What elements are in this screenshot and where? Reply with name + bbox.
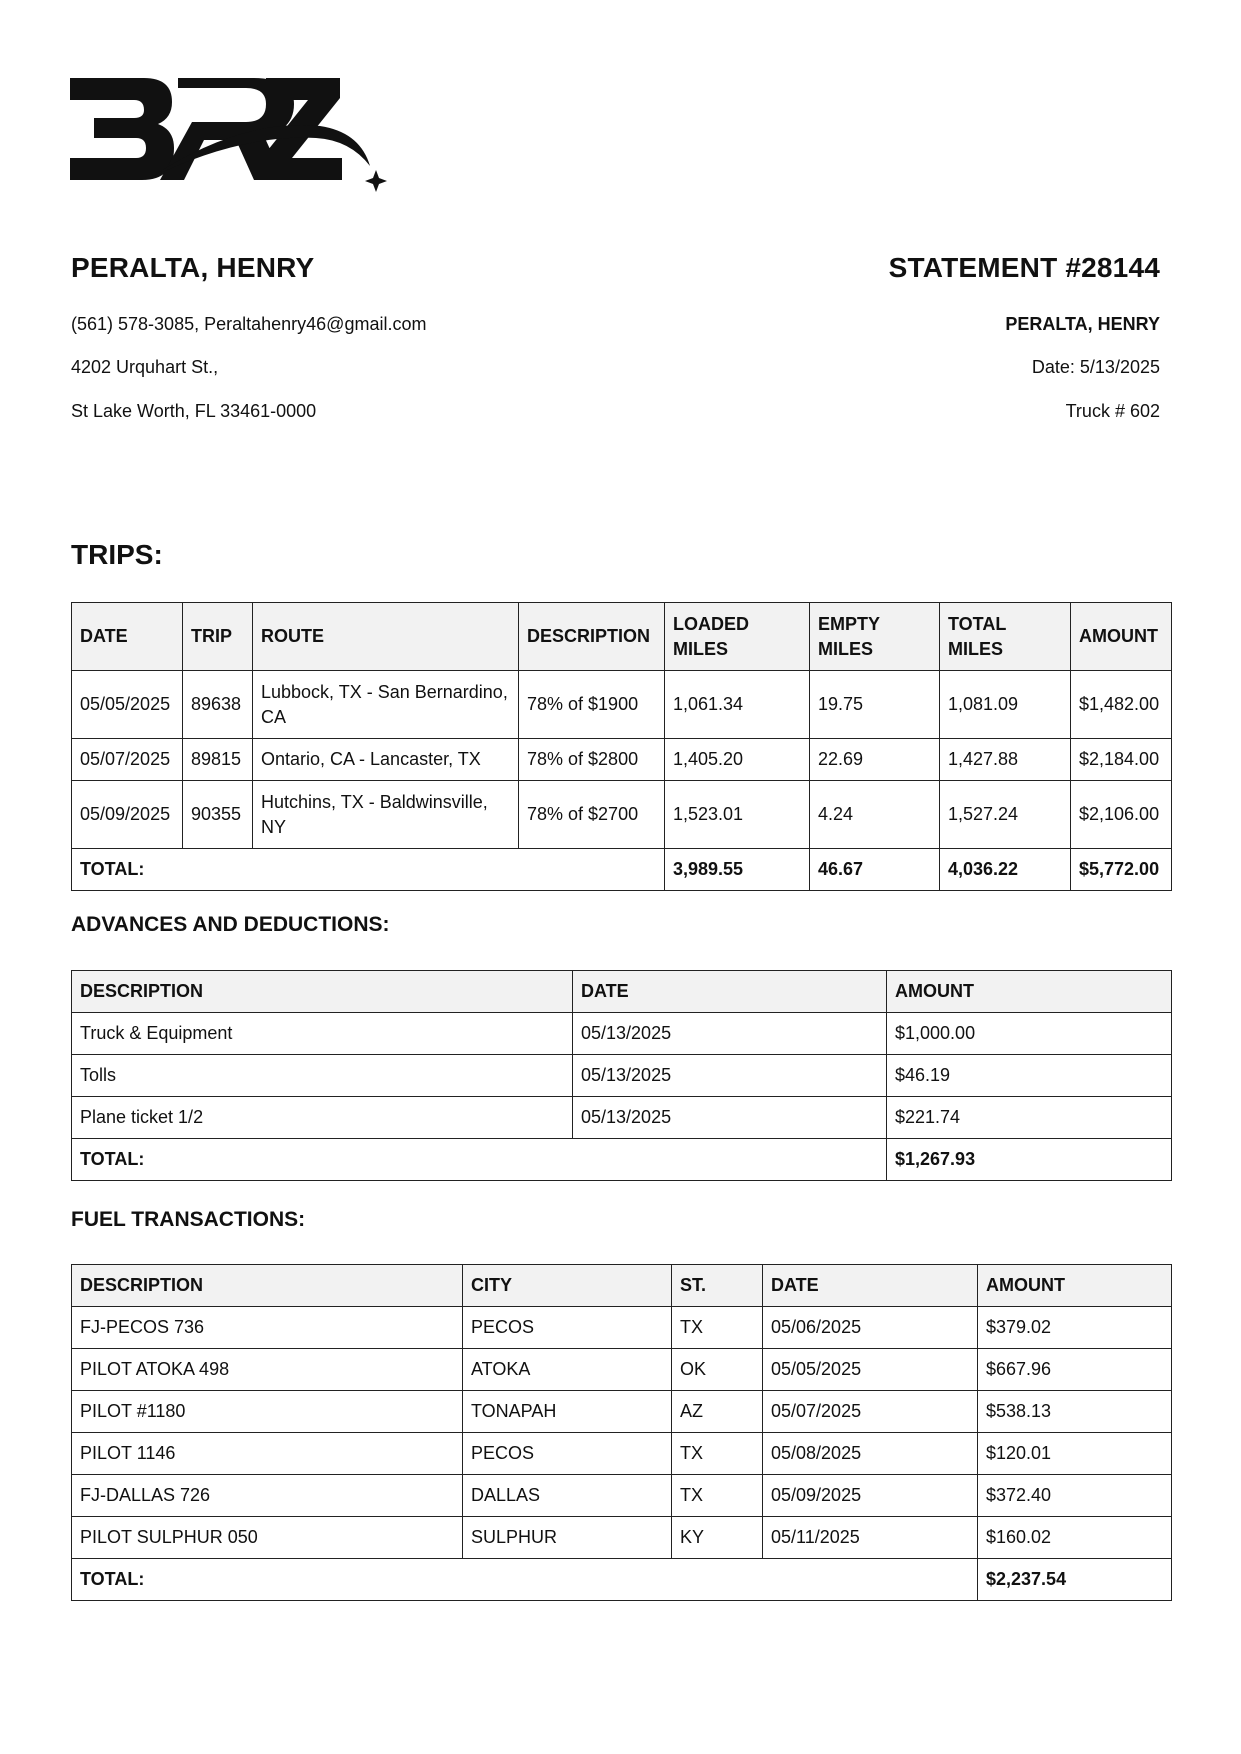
fuel-state: KY (672, 1517, 763, 1559)
col-header-state: ST. (672, 1265, 763, 1307)
table-row (72, 1349, 1172, 1391)
col-header-city: CITY (463, 1265, 672, 1307)
driver-name: PERALTA, HENRY (71, 252, 315, 283)
fuel-state: TX (672, 1433, 763, 1475)
trip-loaded-miles: 1,061.34 (665, 671, 810, 739)
advance-amount: $46.19 (887, 1055, 1172, 1097)
col-header-trip: TRIP (183, 603, 253, 671)
col-header-amount: AMOUNT (978, 1265, 1172, 1307)
table-row (72, 1391, 1172, 1433)
fuel-city: TONAPAH (463, 1391, 672, 1433)
trip-description: 78% of $1900 (519, 671, 665, 739)
col-header-loaded-miles: LOADED MILES (665, 603, 810, 671)
trip-description: 78% of $2800 (519, 739, 665, 781)
trip-empty-miles: 22.69 (810, 739, 940, 781)
fuel-amount: $538.13 (978, 1391, 1172, 1433)
fuel-city: PECOS (463, 1433, 672, 1475)
trips-total-miles: 4,036.22 (940, 849, 1071, 891)
trips-header-row (72, 603, 1172, 671)
col-header-empty-miles: EMPTY MILES (810, 603, 940, 671)
trips-total-empty: 46.67 (810, 849, 940, 891)
trip-amount: $2,106.00 (1071, 781, 1172, 849)
driver-address-line2: St Lake Worth, FL 33461-0000 (71, 401, 317, 421)
fuel-state: AZ (672, 1391, 763, 1433)
trip-total-miles: 1,081.09 (940, 671, 1071, 739)
table-row (72, 671, 1172, 739)
table-row (72, 1307, 1172, 1349)
fuel-amount: $120.01 (978, 1433, 1172, 1475)
fuel-total-amount: $2,237.54 (978, 1559, 1172, 1601)
fuel-date: 05/05/2025 (763, 1349, 978, 1391)
table-row (72, 781, 1172, 849)
fuel-description: FJ-DALLAS 726 (72, 1475, 463, 1517)
trip-empty-miles: 19.75 (810, 671, 940, 739)
table-row (72, 1013, 1172, 1055)
fuel-amount: $160.02 (978, 1517, 1172, 1559)
table-row (72, 1055, 1172, 1097)
advance-date: 05/13/2025 (573, 1055, 887, 1097)
trip-amount: $1,482.00 (1071, 671, 1172, 739)
fuel-state: TX (672, 1307, 763, 1349)
statement-payee: PERALTA, HENRY (1005, 314, 1160, 334)
table-row (72, 1433, 1172, 1475)
fuel-state: TX (672, 1475, 763, 1517)
col-header-amount: AMOUNT (1071, 603, 1172, 671)
advances-header-row (72, 971, 1172, 1013)
table-row (72, 1475, 1172, 1517)
trip-description: 78% of $2700 (519, 781, 665, 849)
fuel-description: PILOT #1180 (72, 1391, 463, 1433)
fuel-amount: $667.96 (978, 1349, 1172, 1391)
trip-empty-miles: 4.24 (810, 781, 940, 849)
trip-loaded-miles: 1,523.01 (665, 781, 810, 849)
trip-number: 90355 (183, 781, 253, 849)
fuel-total-row (72, 1559, 1172, 1601)
trip-route: Lubbock, TX - San Bernardino, CA (253, 671, 519, 739)
fuel-city: DALLAS (463, 1475, 672, 1517)
fuel-date: 05/06/2025 (763, 1307, 978, 1349)
col-header-date: DATE (573, 971, 887, 1013)
trip-number: 89638 (183, 671, 253, 739)
fuel-total-label: TOTAL: (72, 1559, 978, 1601)
trip-total-miles: 1,427.88 (940, 739, 1071, 781)
advances-total-row (72, 1139, 1172, 1181)
trips-total-loaded: 3,989.55 (665, 849, 810, 891)
trip-date: 05/05/2025 (72, 671, 183, 739)
trips-title: TRIPS: (71, 539, 163, 570)
col-header-route: ROUTE (253, 603, 519, 671)
col-header-date: DATE (763, 1265, 978, 1307)
trip-date: 05/07/2025 (72, 739, 183, 781)
advance-amount: $221.74 (887, 1097, 1172, 1139)
fuel-header-row (72, 1265, 1172, 1307)
col-header-total-miles: TOTAL MILES (940, 603, 1071, 671)
statement-truck: Truck # 602 (1065, 401, 1160, 421)
driver-address-line1: 4202 Urquhart St., (71, 357, 219, 377)
fuel-city: PECOS (463, 1307, 672, 1349)
advance-description: Tolls (72, 1055, 573, 1097)
trips-total-label: TOTAL: (72, 849, 665, 891)
fuel-description: PILOT SULPHUR 050 (72, 1517, 463, 1559)
trip-total-miles: 1,527.24 (940, 781, 1071, 849)
advances-title: ADVANCES AND DEDUCTIONS: (71, 913, 390, 936)
advances-table (71, 970, 1172, 1181)
trip-number: 89815 (183, 739, 253, 781)
trip-route: Hutchins, TX - Baldwinsville, NY (253, 781, 519, 849)
col-header-date: DATE (72, 603, 183, 671)
fuel-date: 05/07/2025 (763, 1391, 978, 1433)
advance-date: 05/13/2025 (573, 1013, 887, 1055)
col-header-amount: AMOUNT (887, 971, 1172, 1013)
table-row (72, 1517, 1172, 1559)
table-row (72, 1097, 1172, 1139)
fuel-amount: $372.40 (978, 1475, 1172, 1517)
advance-description: Truck & Equipment (72, 1013, 573, 1055)
fuel-table (71, 1264, 1172, 1601)
driver-contact: (561) 578-3085, Peraltahenry46@gmail.com (71, 314, 427, 334)
fuel-description: PILOT ATOKA 498 (72, 1349, 463, 1391)
table-row (72, 739, 1172, 781)
statement-date: Date: 5/13/2025 (1031, 357, 1160, 377)
advance-description: Plane ticket 1/2 (72, 1097, 573, 1139)
trips-total-amount: $5,772.00 (1071, 849, 1172, 891)
fuel-description: FJ-PECOS 736 (72, 1307, 463, 1349)
statement-title: STATEMENT #28144 (888, 252, 1160, 283)
fuel-title: FUEL TRANSACTIONS: (71, 1208, 306, 1231)
company-logo (70, 78, 390, 193)
fuel-amount: $379.02 (978, 1307, 1172, 1349)
trips-table (71, 602, 1172, 891)
fuel-city: SULPHUR (463, 1517, 672, 1559)
trip-route: Ontario, CA - Lancaster, TX (253, 739, 519, 781)
fuel-date: 05/11/2025 (763, 1517, 978, 1559)
fuel-date: 05/08/2025 (763, 1433, 978, 1475)
fuel-city: ATOKA (463, 1349, 672, 1391)
trip-date: 05/09/2025 (72, 781, 183, 849)
advances-total-label: TOTAL: (72, 1139, 887, 1181)
trip-loaded-miles: 1,405.20 (665, 739, 810, 781)
trips-total-row (72, 849, 1172, 891)
advances-total-amount: $1,267.93 (887, 1139, 1172, 1181)
trip-amount: $2,184.00 (1071, 739, 1172, 781)
fuel-date: 05/09/2025 (763, 1475, 978, 1517)
fuel-state: OK (672, 1349, 763, 1391)
advance-date: 05/13/2025 (573, 1097, 887, 1139)
fuel-description: PILOT 1146 (72, 1433, 463, 1475)
col-header-description: DESCRIPTION (72, 971, 573, 1013)
col-header-description: DESCRIPTION (72, 1265, 463, 1307)
col-header-description: DESCRIPTION (519, 603, 665, 671)
advance-amount: $1,000.00 (887, 1013, 1172, 1055)
